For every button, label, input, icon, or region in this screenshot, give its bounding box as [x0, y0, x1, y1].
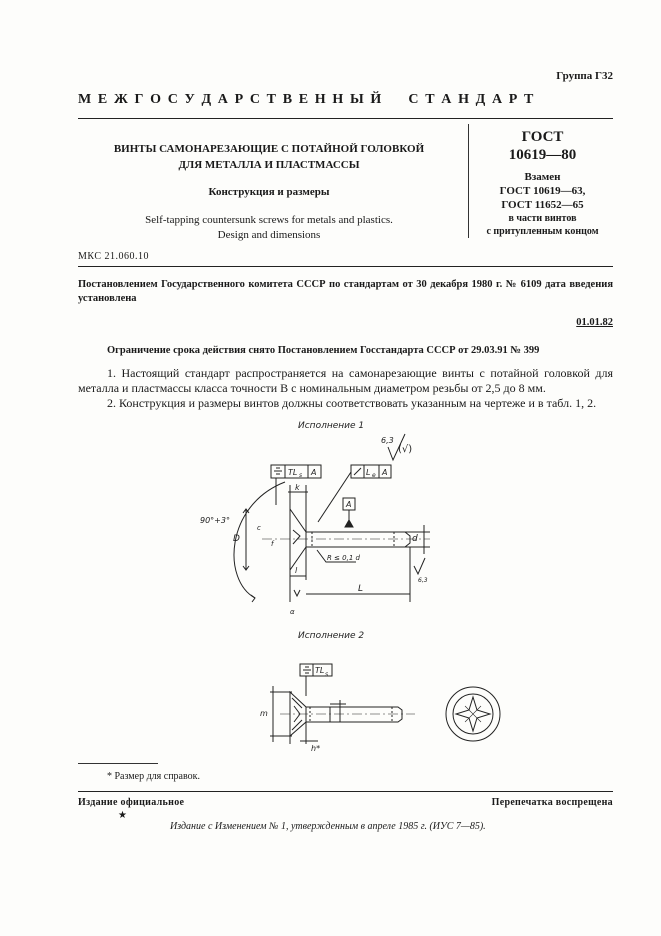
gost-label: ГОСТ	[521, 129, 564, 145]
angle-arc	[234, 482, 285, 598]
body-paragraphs	[78, 366, 613, 411]
svg-text:d: d	[412, 534, 418, 544]
svg-text:A: A	[311, 468, 317, 477]
svg-text:k: k	[295, 483, 300, 492]
datum-a-marker	[343, 498, 355, 527]
svg-text:m: m	[260, 709, 268, 718]
title-ru-line2: ДЛЯ МЕТАЛЛА И ПЛАСТМАССЫ	[178, 159, 360, 171]
svg-text:e: e	[372, 472, 376, 479]
svg-text:α: α	[290, 608, 295, 616]
replaces-2: ГОСТ 11652—65	[501, 199, 584, 211]
decree-text: Постановлением Государственного комитета СССР по стандартам от 30 декабря 1980 г. № 6109 дата введения установлена	[78, 279, 613, 304]
footer-rule	[78, 791, 613, 792]
svg-text:6,3: 6,3	[381, 436, 394, 445]
edition-note: Издание с Изменением № 1, утвержденным в апреле 1985 г. (ИУС 7—85).	[170, 821, 486, 832]
title-ru-line1: ВИНТЫ САМОНАРЕЗАЮЩИЕ С ПОТАЙНОЙ ГОЛОВКОЙ	[113, 143, 425, 155]
title-en-line1: Self-tapping countersunk screws for metals and plastics.	[145, 214, 393, 226]
replaces-label: Взамен	[524, 171, 561, 183]
interstate-standard-banner: М Е Ж Г О С У Д А Р С Т В Е Н Н Ы Й С Т А Н Д А Р Т	[78, 92, 535, 107]
gost-block	[470, 128, 615, 238]
mks-code: МКС 21.060.10	[78, 251, 149, 262]
screw-variant2	[280, 692, 415, 736]
header-rule	[78, 118, 613, 119]
paragraph-1: 1. Настоящий стандарт распространяется на самонарезающие винты с потайной головкой для металла и пластмассы класса точности В с номинальным диаметром резьбы от 2,5 до 8 мм.	[78, 366, 613, 395]
svg-text:A: A	[382, 468, 388, 477]
screw-drawing	[0, 410, 661, 770]
angle-label: 90°+3°	[200, 516, 230, 525]
replaces-1: ГОСТ 10619—63,	[499, 185, 586, 197]
svg-text:l: l	[295, 566, 298, 575]
roughness-symbol	[381, 434, 412, 460]
title-block	[78, 141, 460, 173]
tolerance-frame-le	[318, 465, 391, 522]
partial-note-1: в части винтов	[508, 213, 577, 224]
subtitle: Конструкция и размеры	[208, 186, 330, 198]
title-english	[78, 213, 460, 243]
roughness-small	[414, 558, 428, 584]
limitation-text: Ограничение срока действия снято Постановлением Госстандарта СССР от 29.03.91 № 399	[107, 345, 540, 356]
variant1-label: Исполнение 1	[298, 421, 365, 431]
star-mark: ★	[118, 810, 127, 821]
svg-text:TL: TL	[315, 666, 325, 675]
footnote-rule	[78, 763, 158, 764]
footnote: * Размер для справок.	[107, 771, 200, 782]
svg-text:A: A	[346, 500, 352, 509]
phillips-recess-view	[446, 687, 500, 741]
reprint-prohibited: Перепечатка воспрещена	[491, 797, 613, 808]
svg-text:D: D	[233, 534, 240, 544]
title-en-line2: Design and dimensions	[217, 229, 321, 241]
official-edition: Издание официальное	[78, 797, 185, 808]
svg-text:L: L	[358, 584, 364, 594]
partial-note-2: с притупленным концом	[486, 226, 599, 237]
mks-rule	[78, 266, 613, 267]
svg-text:s: s	[299, 472, 303, 479]
title-divider	[468, 124, 469, 238]
tolerance-frame-tl-2	[300, 664, 332, 696]
variant2-label: Исполнение 2	[298, 631, 365, 641]
svg-text:TL: TL	[288, 468, 298, 477]
paragraph-2: 2. Конструкция и размеры винтов должны соответствовать указанным на чертеже и в табл. 1, 2.	[107, 396, 597, 410]
svg-text:c: c	[257, 524, 261, 532]
svg-text:(√): (√)	[398, 444, 413, 455]
group-label: Группа Г32	[556, 70, 613, 82]
svg-text:R ≤ 0,1 d: R ≤ 0,1 d	[327, 554, 360, 562]
effective-date: 01.01.82	[576, 317, 613, 328]
svg-text:6,3: 6,3	[418, 577, 428, 584]
svg-text:L: L	[366, 468, 371, 477]
svg-text:f: f	[271, 540, 274, 548]
svg-text:s: s	[325, 671, 329, 678]
svg-text:h*: h*	[311, 744, 321, 753]
gost-number: 10619—80	[508, 147, 577, 163]
